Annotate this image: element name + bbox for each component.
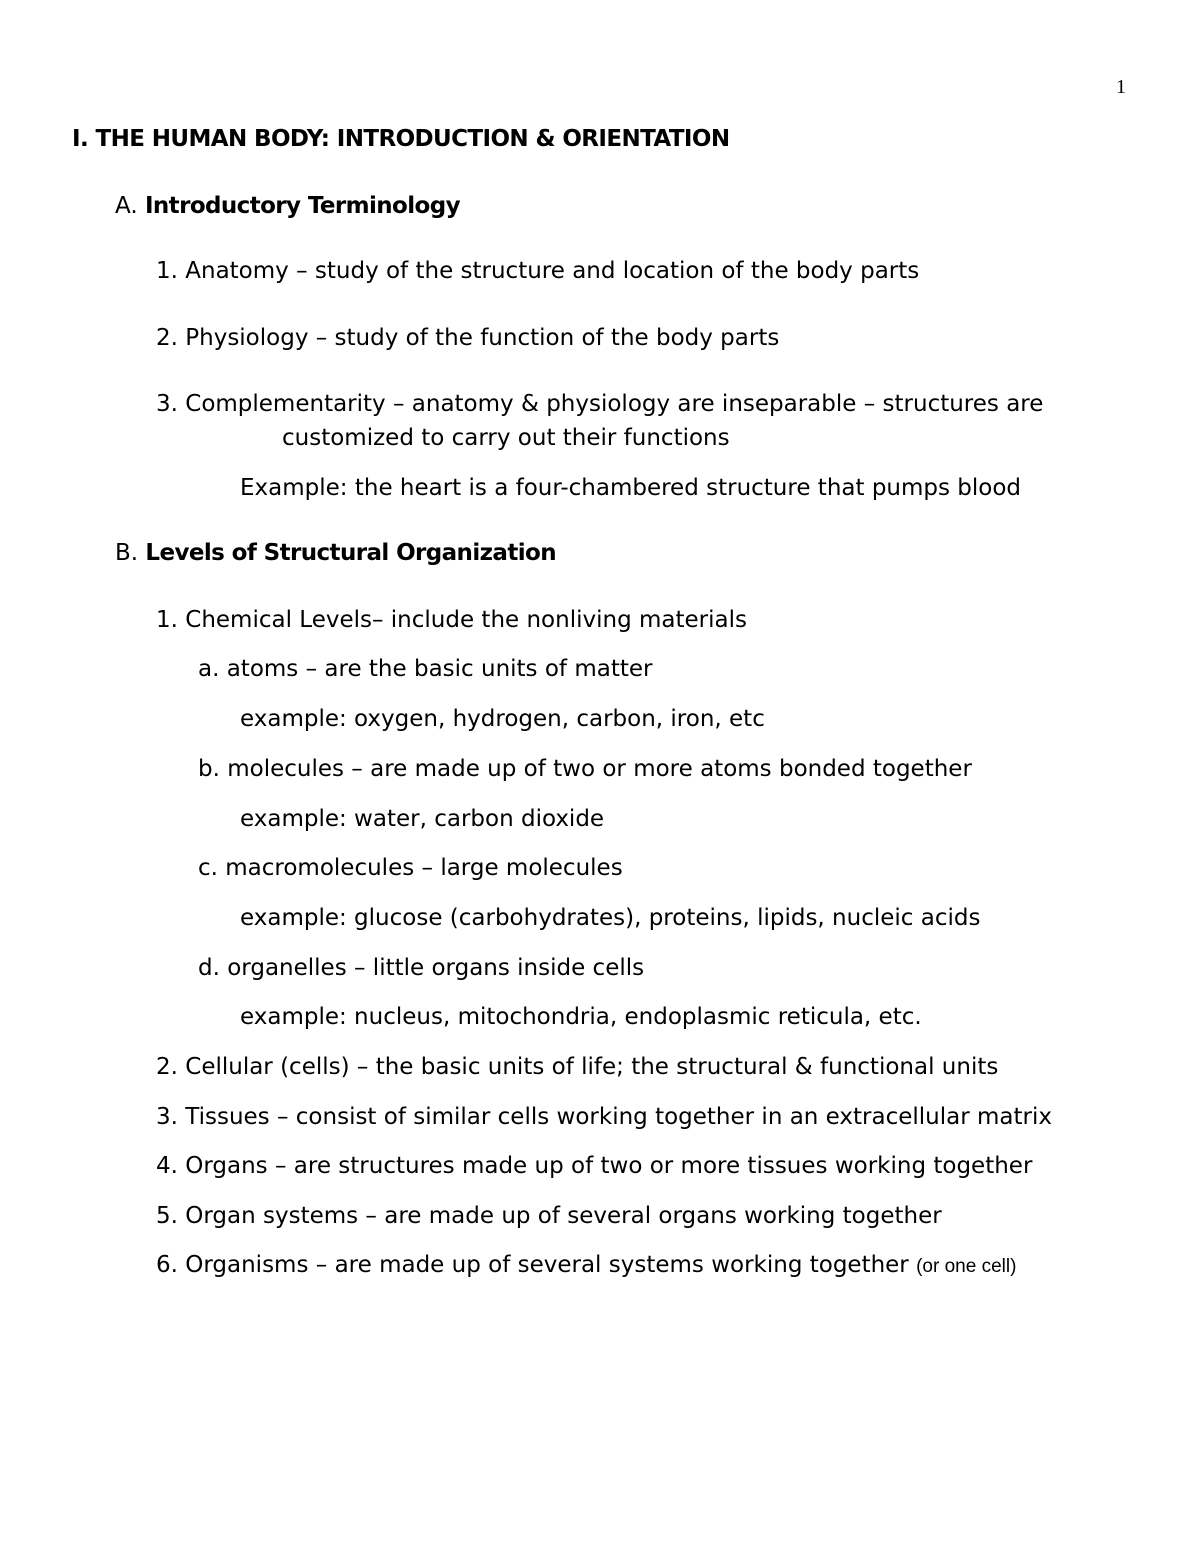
list-item: 5. Organ systems – are made up of several organs working together — [156, 1203, 942, 1229]
section-b-heading — [115, 542, 556, 565]
page-number: 1 — [1116, 76, 1126, 98]
example-text: Example: the heart is a four-chambered structure that pumps blood — [240, 475, 1022, 501]
list-item: 1. Chemical Levels– include the nonliving materials — [156, 607, 747, 633]
list-item: 4. Organs – are structures made up of two or more tissues working together — [156, 1153, 1033, 1179]
section-a-title: Introductory Terminology — [144, 193, 460, 219]
list-item — [156, 1254, 1016, 1277]
sub-item: a. atoms – are the basic units of matter — [198, 656, 653, 682]
example-text: example: glucose (carbohydrates), proteins, lipids, nucleic acids — [240, 905, 981, 931]
section-b-title: Levels of Structural Organization — [145, 540, 556, 566]
list-item: 2. Cellular (cells) – the basic units of life; the structural & functional units — [156, 1054, 999, 1080]
list-item: 3. Tissues – consist of similar cells working together in an extracellular matrix — [156, 1104, 1052, 1130]
list-item: 1. Anatomy – study of the structure and location of the body parts — [156, 258, 920, 284]
list-item: 3. Complementarity – anatomy & physiology are inseparable – structures are — [156, 391, 1044, 417]
list-item-note: (or one cell) — [916, 1256, 1017, 1277]
section-a-heading — [115, 195, 460, 218]
document-title: I. THE HUMAN BODY: INTRODUCTION & ORIENTATION — [72, 126, 730, 152]
example-text: example: nucleus, mitochondria, endoplasmic reticula, etc. — [240, 1004, 922, 1030]
example-text: example: water, carbon dioxide — [240, 806, 605, 832]
list-item-text: 6. Organisms – are made up of several systems working together — [156, 1252, 909, 1278]
list-item-continuation: customized to carry out their functions — [282, 425, 730, 451]
section-a-label: A. — [115, 193, 145, 219]
list-item: 2. Physiology – study of the function of the body parts — [156, 325, 780, 351]
sub-item: d. organelles – little organs inside cells — [198, 955, 645, 981]
sub-item: b. molecules – are made up of two or more atoms bonded together — [198, 756, 972, 782]
example-text: example: oxygen, hydrogen, carbon, iron, etc — [240, 706, 765, 732]
section-b-label: B. — [115, 540, 146, 566]
sub-item: c. macromolecules – large molecules — [198, 855, 623, 881]
